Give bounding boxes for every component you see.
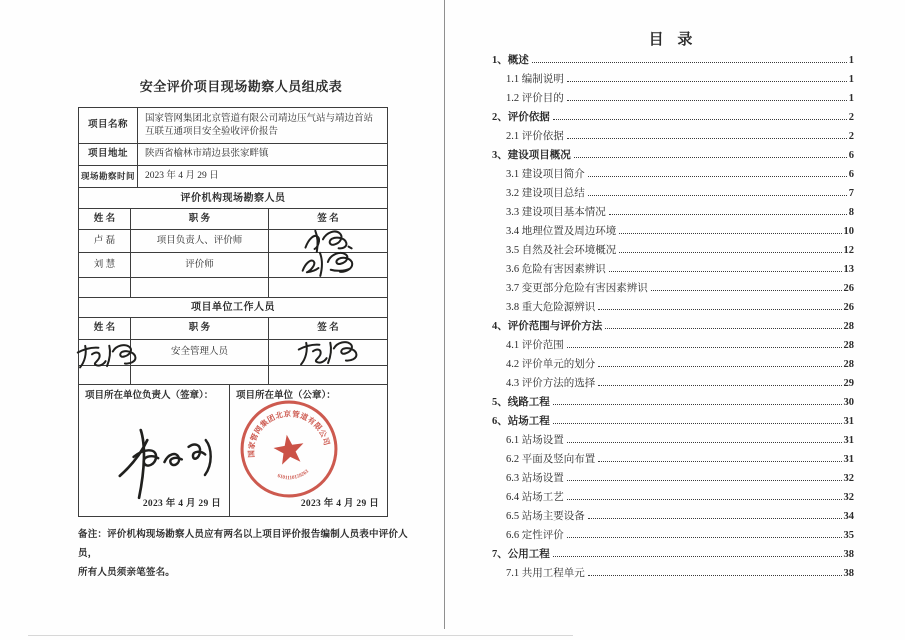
responsible-signature-date: 2023 年 4 月 29 日 [142, 499, 221, 509]
toc-entry [492, 394, 854, 413]
note-line-1: 备注：评价机构现场勘察人员应有两名以上项目评价报告编制人员表中评价人员， [78, 530, 408, 559]
company-seal-stamp [228, 388, 349, 509]
toc-page-number: 13 [843, 264, 854, 275]
toc-leader-dots [532, 62, 847, 63]
toc-leader-dots [588, 195, 847, 196]
toc-entry [492, 489, 854, 508]
personnel-form-table [78, 107, 388, 517]
col-header-name: 姓 名 [79, 318, 131, 339]
toc-page-number: 8 [848, 207, 854, 218]
toc-entry-label: 7.1 共用工程单元 [506, 568, 585, 579]
toc-page-number: 31 [843, 454, 854, 465]
toc-page-number: 28 [843, 359, 854, 370]
toc-entry [492, 318, 854, 337]
toc-leader-dots [567, 442, 842, 443]
toc-entry-label: 4.3 评价方法的选择 [506, 378, 596, 389]
toc-page-number: 2 [848, 131, 854, 142]
toc-page-number: 26 [843, 302, 854, 313]
note-line-2: 所有人员须亲笔签名。 [78, 568, 176, 578]
toc-entry [492, 337, 854, 356]
toc-leader-dots [605, 328, 841, 329]
toc-entry-label: 3.5 自然及社会环境概况 [506, 245, 617, 256]
toc-leader-dots [567, 138, 847, 139]
toc-entry-label: 6.6 定性评价 [506, 530, 564, 541]
toc-entry-label: 1.1 编制说明 [506, 74, 564, 85]
toc-entry [492, 565, 854, 584]
toc-entry-label: 4.1 评价范围 [506, 340, 564, 351]
section-header-org-personnel: 评价机构现场勘察人员 [79, 188, 387, 209]
responsible-person-signature-image [106, 419, 227, 505]
project-name-value: 国家管网集团北京管道有限公司靖边压气站与靖边首站互联互通项目安全验收评价报告 [145, 113, 374, 137]
toc-entry [492, 109, 854, 128]
toc-entry [492, 527, 854, 546]
toc-page-number: 2 [848, 112, 854, 123]
toc-page-number: 34 [843, 511, 854, 522]
toc-entry-label: 6.1 站场设置 [506, 435, 564, 446]
person-role: 安全管理人员 [131, 340, 269, 365]
toc-entry-label: 3.1 建设项目简介 [506, 169, 585, 180]
row-survey-date [79, 166, 387, 188]
col-header-role: 职 务 [131, 209, 269, 229]
org-person-row-empty [79, 278, 387, 298]
toc-leader-dots [567, 100, 847, 101]
unit-seal-label: 项目所在单位（公章）： [236, 391, 336, 401]
survey-date-value: 2023 年 4 月 29 日 [145, 171, 219, 181]
toc-leader-dots [567, 499, 842, 500]
left-page-personnel-form [0, 0, 444, 640]
toc-page-number: 6 [848, 150, 854, 161]
svg-text:6101110159263 [276, 468, 312, 484]
toc-entry-label: 6.4 站场工艺 [506, 492, 564, 503]
toc-entry [492, 128, 854, 147]
toc-page-number: 7 [848, 188, 854, 199]
toc-leader-dots [588, 575, 842, 576]
person-role: 项目负责人、评价师 [131, 230, 269, 252]
toc-entry-label: 2、评价依据 [492, 112, 550, 123]
toc-page-number: 26 [843, 283, 854, 294]
seal-ring-text: 国家管网集团北京管道有限公司 [246, 409, 332, 458]
toc-entry-label: 7、公用工程 [492, 549, 550, 560]
toc-entry-label: 2.1 评价依据 [506, 131, 564, 142]
toc-page-number: 35 [843, 530, 854, 541]
signature-safety-manager [269, 340, 387, 365]
toc-page-number: 12 [843, 245, 854, 256]
col-header-role: 职 务 [131, 318, 269, 339]
toc-leader-dots [567, 537, 842, 538]
toc-leader-dots [609, 214, 847, 215]
toc-entry [492, 90, 854, 109]
project-name-label: 项目名称 [79, 108, 138, 143]
toc-leader-dots [567, 480, 842, 481]
toc-page-number: 29 [843, 378, 854, 389]
toc-leader-dots [553, 119, 847, 120]
toc-leader-dots [619, 252, 841, 253]
toc-title: 目 录 [648, 32, 698, 48]
toc-leader-dots [588, 518, 842, 519]
toc-entry-label: 3.8 重大危险源辨识 [506, 302, 596, 313]
toc-page-number: 32 [843, 492, 854, 503]
toc-entry [492, 470, 854, 489]
toc-entry [492, 261, 854, 280]
toc-entry-label: 3、建设项目概况 [492, 150, 571, 161]
toc-entry [492, 546, 854, 565]
signature-liu-hui [269, 253, 387, 277]
col-header-signature: 签 名 [317, 213, 339, 224]
toc-entry [492, 242, 854, 261]
handwritten-name-cell [79, 340, 131, 365]
toc-page-number: 28 [843, 340, 854, 351]
col-header-signature: 签 名 [317, 323, 339, 333]
toc-list [492, 52, 854, 584]
person-name: 卢 磊 [79, 230, 131, 252]
row-project-name [79, 108, 387, 144]
toc-page-number: 1 [848, 74, 854, 85]
toc-page-number: 1 [848, 93, 854, 104]
toc-entry-label: 4.2 评价单元的划分 [506, 359, 596, 370]
toc-leader-dots [651, 290, 842, 291]
toc-page-number: 38 [843, 568, 854, 579]
form-note [78, 526, 412, 583]
toc-entry [492, 166, 854, 185]
project-address-value: 陕西省榆林市靖边县张家畔镇 [145, 149, 269, 159]
unit-responsible-cell [79, 385, 230, 516]
toc-page-number: 30 [843, 397, 854, 408]
toc-page-number: 1 [848, 55, 854, 66]
toc-entry-label: 5、线路工程 [492, 397, 550, 408]
seal-star-icon [272, 432, 306, 465]
toc-leader-dots [598, 385, 841, 386]
form-title: 安全评价项目现场勘察人员组成表 [139, 79, 343, 94]
toc-leader-dots [574, 157, 847, 158]
toc-leader-dots [588, 176, 847, 177]
toc-entry-label: 6.5 站场主要设备 [506, 511, 585, 522]
toc-entry [492, 299, 854, 318]
toc-entry-label: 3.4 地理位置及周边环境 [506, 226, 617, 237]
person-name: 刘 慧 [79, 253, 131, 277]
survey-date-label: 现场勘察时间 [79, 166, 138, 187]
toc-page-number: 38 [843, 549, 854, 560]
toc-entry-label: 3.2 建设项目总结 [506, 188, 585, 199]
handwritten-signature-image [296, 244, 361, 280]
unit-person-row-safety-manager [79, 340, 387, 366]
person-role: 评价师 [131, 253, 269, 277]
toc-entry [492, 432, 854, 451]
toc-entry [492, 356, 854, 375]
toc-leader-dots [598, 309, 841, 310]
unit-responsible-label: 项目所在单位负责人（签章）： [85, 391, 214, 401]
toc-leader-dots [553, 423, 842, 424]
toc-leader-dots [609, 271, 842, 272]
unit-person-row-empty [79, 366, 387, 385]
toc-entry-label: 3.3 建设项目基本情况 [506, 207, 606, 218]
toc-entry-label: 1.2 评价目的 [506, 93, 564, 104]
toc-page-number: 31 [843, 435, 854, 446]
toc-entry [492, 185, 854, 204]
handwritten-signature-image [295, 334, 361, 367]
toc-entry [492, 375, 854, 394]
page-divider-line [444, 0, 445, 629]
row-project-address [79, 144, 387, 166]
toc-leader-dots [553, 556, 842, 557]
unit-seal-cell [230, 385, 387, 516]
toc-leader-dots [567, 347, 842, 348]
section-header-unit-staff: 项目单位工作人员 [79, 298, 387, 318]
toc-leader-dots [598, 366, 841, 367]
toc-entry [492, 280, 854, 299]
toc-page-number: 10 [843, 226, 854, 237]
project-address-label: 项目地址 [79, 144, 138, 165]
footer-signature-seal-row [79, 385, 387, 516]
seal-serial-number: 6101110159263 [276, 468, 311, 482]
toc-entry-label: 6.2 平面及竖向布置 [506, 454, 596, 465]
toc-entry-label: 3.6 危险有害因素辨识 [506, 264, 606, 275]
toc-entry-label: 6.3 站场设置 [506, 473, 564, 484]
toc-entry [492, 52, 854, 71]
seal-date: 2023 年 4 月 29 日 [300, 499, 379, 509]
toc-entry [492, 451, 854, 470]
toc-entry [492, 223, 854, 242]
toc-entry [492, 71, 854, 90]
toc-entry [492, 508, 854, 527]
toc-entry-label: 6、站场工程 [492, 416, 550, 427]
toc-entry-label: 3.7 变更部分危险有害因素辨识 [506, 283, 648, 294]
toc-page-number: 28 [843, 321, 854, 332]
toc-leader-dots [619, 233, 841, 234]
toc-entry [492, 204, 854, 223]
toc-page-number: 6 [848, 169, 854, 180]
toc-leader-dots [598, 461, 841, 462]
toc-entry-label: 4、评价范围与评价方法 [492, 321, 603, 332]
toc-leader-dots [553, 404, 842, 405]
toc-entry [492, 413, 854, 432]
toc-entry [492, 147, 854, 166]
toc-entry-label: 1、概述 [492, 55, 529, 66]
toc-page-number: 31 [843, 416, 854, 427]
org-person-row-liu-hui [79, 253, 387, 278]
col-header-name: 姓 名 [79, 209, 131, 229]
toc-leader-dots [567, 81, 847, 82]
toc-page-number: 32 [843, 473, 854, 484]
